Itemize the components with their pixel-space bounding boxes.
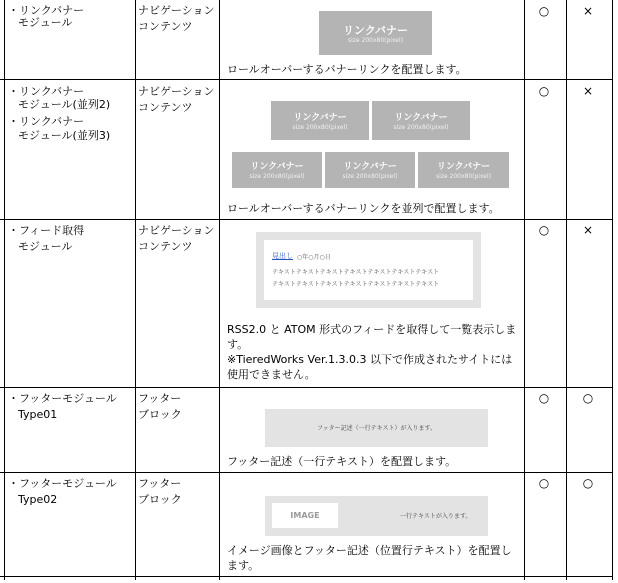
category-line: ブロック — [138, 493, 182, 506]
banner-title: リンクバナー — [394, 113, 448, 123]
image-placeholder — [272, 503, 338, 528]
banner-size: size 200x80(pixel) — [435, 173, 492, 180]
link-banner-preview — [372, 101, 470, 140]
module-name-line: ・リンクバナー — [8, 4, 85, 17]
category-line: フッター — [138, 392, 182, 405]
col-b-mark: × — [582, 223, 594, 237]
category-line: ブロック — [138, 408, 182, 421]
row-divider — [0, 387, 613, 388]
banner-title: リンクバナー — [250, 162, 304, 172]
col-b-mark: × — [582, 4, 594, 18]
category-line: コンテンツ — [138, 101, 193, 114]
col-a-mark: ○ — [538, 476, 550, 490]
link-banner-preview — [325, 152, 415, 188]
feed-headline-link[interactable]: 見出し — [272, 252, 293, 260]
banner-size: size 200x80(pixel) — [342, 173, 398, 180]
banner-size: size 200x80(pixel) — [393, 124, 449, 131]
module-name-line: モジュール — [18, 240, 73, 253]
category-line: コンテンツ — [138, 20, 193, 33]
col-a-mark: ○ — [538, 84, 550, 98]
banner-size: size 200x80(pixel) — [249, 173, 305, 180]
module-name-line: ・フッターモジュール — [8, 392, 117, 405]
category-line: コンテンツ — [138, 240, 193, 253]
footer-preview-text: フッター記述（一行テキスト）が入ります。 — [317, 425, 436, 432]
banner-title: リンクバナー — [343, 162, 397, 172]
banner-title: リンクバナー — [293, 113, 347, 123]
link-banner-preview — [319, 11, 432, 55]
link-banner-preview — [418, 152, 509, 188]
row-divider — [0, 219, 613, 220]
table-bottom-border — [0, 576, 613, 577]
module-description: フッター記述（一行テキスト）を配置します。 — [227, 455, 457, 468]
column-divider — [135, 0, 136, 580]
link-banner-preview — [271, 101, 369, 140]
row-divider — [0, 79, 613, 80]
category-line: ナビゲーション — [138, 224, 215, 237]
module-name-line: モジュール(並列2) — [18, 98, 111, 111]
module-name-line: ・フッターモジュール — [8, 477, 117, 490]
table-left-border — [4, 0, 5, 580]
module-name-line: Type01 — [18, 408, 58, 421]
banner-size: size 200x80(pixel) — [347, 37, 404, 44]
col-a-mark: ○ — [538, 4, 550, 18]
module-name-line: ・リンクバナー — [8, 115, 85, 128]
col-a-mark: ○ — [538, 391, 550, 405]
category-line: フッター — [138, 477, 182, 490]
banner-title: リンクバナー — [342, 24, 409, 37]
feed-text-line: テキストテキストテキストテキストテキストテキストテキスト — [272, 281, 440, 288]
column-divider — [219, 0, 220, 580]
module-name-line: Type02 — [18, 493, 58, 506]
module-note: ※TieredWorks Ver.1.3.0.3 以下で作成されたサイトには使用できません。 — [227, 353, 513, 381]
module-description: RSS2.0 と ATOM 形式のフィードを取得して一覧表示します。 — [227, 323, 517, 351]
module-description: ロールオーバーするバナーリンクを配置します。 — [227, 63, 467, 76]
module-name-line: モジュール — [18, 16, 73, 29]
module-name-line: ・フィード取得 — [8, 224, 85, 237]
module-name-line: ・リンクバナー — [8, 85, 85, 98]
feed-text-line: テキストテキストテキストテキストテキストテキストテキスト — [272, 269, 440, 276]
feed-date: ○年○月○日 — [297, 254, 331, 261]
category-line: ナビゲーション — [138, 85, 215, 98]
row-divider — [0, 472, 613, 473]
col-b-mark: × — [582, 84, 594, 98]
image-label: IMAGE — [290, 511, 320, 520]
module-description: ロールオーバーするバナーリンクを並列で配置します。 — [227, 202, 500, 215]
module-name-line: モジュール(並列3) — [18, 129, 111, 142]
footer-preview-text: 一行テキストが入ります。 — [400, 513, 472, 520]
col-b-mark: ○ — [582, 476, 594, 490]
table-right-border — [612, 0, 613, 580]
banner-size: size 200x80(pixel) — [292, 124, 348, 131]
col-a-mark: ○ — [538, 223, 550, 237]
module-description: イメージ画像とフッター記述（位置行テキスト）を配置します。 — [227, 544, 512, 572]
col-b-mark: ○ — [582, 391, 594, 405]
column-divider — [566, 0, 567, 580]
banner-title: リンクバナー — [436, 162, 491, 172]
link-banner-preview — [232, 152, 322, 188]
category-line: ナビゲーション — [138, 4, 215, 17]
